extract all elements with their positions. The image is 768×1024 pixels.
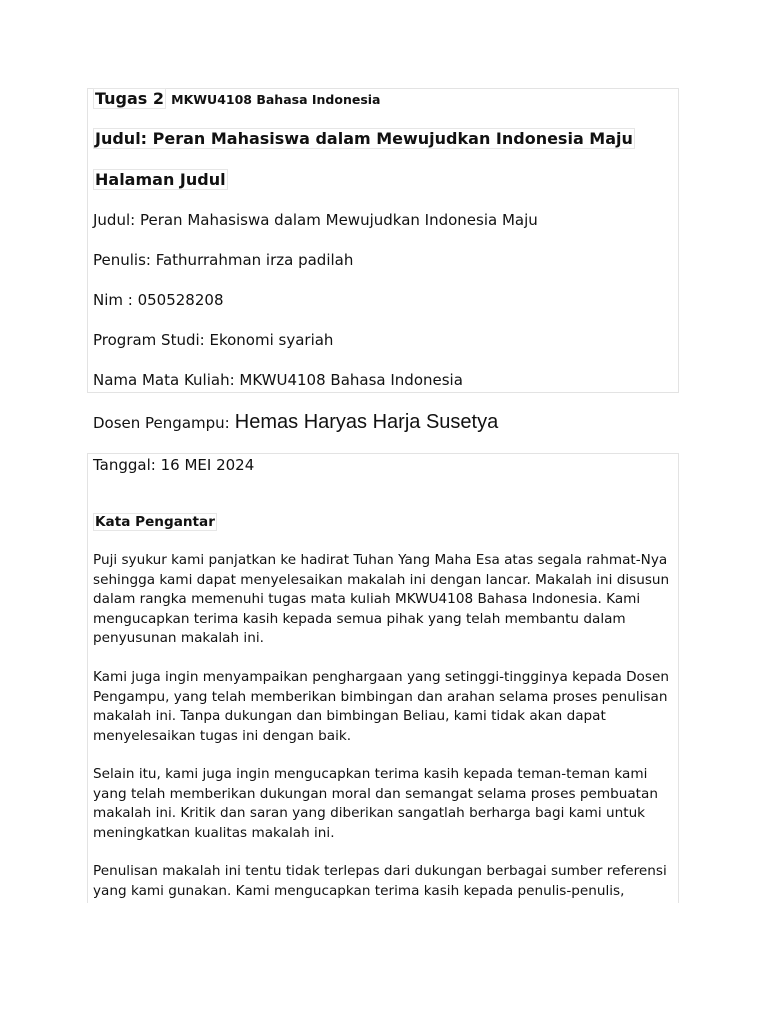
text-line: makalah ini. Kritik dan saran yang diberikan sangatlah berharga bagi kami untuk: [93, 805, 646, 821]
text-line: Selain itu, kami juga ingin mengucapkan terima kasih kepada teman-teman kami: [93, 766, 648, 782]
dosen-label: Dosen Pengampu:: [93, 414, 230, 432]
penulis-line: Penulis: Fathurrahman irza padilah: [93, 251, 354, 269]
dosen-line: [93, 411, 498, 434]
kata-pengantar-heading: [93, 514, 217, 530]
text-line: menyelesaikan tugas ini dengan baik.: [93, 727, 352, 744]
text-line: dalam rangka memenuhi tugas mata kuliah MKWU4108 Bahasa Indonesia. Kami: [93, 591, 641, 607]
text-line: yang telah memberikan dukungan moral dan semangat selama proses pembuatan: [93, 785, 658, 802]
judul-line: Judul: Peran Mahasiswa dalam Mewujudkan Indonesia Maju: [93, 211, 538, 229]
assignment-header: [93, 89, 380, 108]
text-line: Penulisan makalah ini tentu tidak terlepas dari dukungan berbagai sumber referensi: [93, 863, 667, 879]
paragraph-4: [93, 862, 678, 901]
text-line: mengucapkan terima kasih kepada semua pihak yang telah membantu dalam: [93, 610, 626, 627]
text-line: penyusunan makalah ini.: [93, 630, 264, 646]
judul-heading-text: Judul: Peran Mahasiswa dalam Mewujudkan Indonesia Maju: [95, 129, 633, 148]
halaman-judul-text: Halaman Judul: [95, 170, 226, 189]
text-line: makalah ini. Tanpa dukungan dan bimbingan Beliau, kami tidak akan dapat: [93, 708, 606, 724]
course-code: MKWU4108 Bahasa Indonesia: [171, 92, 381, 107]
tugas-label: Tugas 2: [95, 89, 165, 108]
dosen-name: Hemas Haryas Harja Susetya: [234, 411, 499, 433]
paragraph-2: [93, 668, 678, 746]
judul-heading: [93, 129, 635, 148]
text-line: yang kami gunakan. Kami mengucapkan terima kasih kepada penulis-penulis,: [93, 882, 625, 899]
text-line: Puji syukur kami panjatkan ke hadirat Tuhan Yang Maha Esa atas segala rahmat-Nya: [93, 552, 668, 568]
halaman-judul-heading: [93, 170, 228, 189]
text-line: sehingga kami dapat menyelesaikan makalah ini dengan lancar. Makalah ini disusun: [93, 571, 670, 588]
tanggal-line: Tanggal: 16 MEI 2024: [93, 456, 255, 474]
paragraph-1: [93, 551, 678, 649]
paragraph-3: [93, 765, 678, 843]
nim-line: Nim : 050528208: [93, 291, 224, 309]
kata-pengantar-text: Kata Pengantar: [95, 514, 215, 530]
text-line: meningkatkan kualitas makalah ini.: [93, 824, 335, 841]
mata-kuliah-line: Nama Mata Kuliah: MKWU4108 Bahasa Indonesia: [93, 371, 463, 389]
program-line: Program Studi: Ekonomi syariah: [93, 331, 334, 349]
text-line: Pengampu, yang telah memberikan bimbingan dan arahan selama proses penulisan: [93, 688, 668, 705]
text-line: Kami juga ingin menyampaikan penghargaan yang setinggi-tingginya kepada Dosen: [93, 669, 669, 685]
